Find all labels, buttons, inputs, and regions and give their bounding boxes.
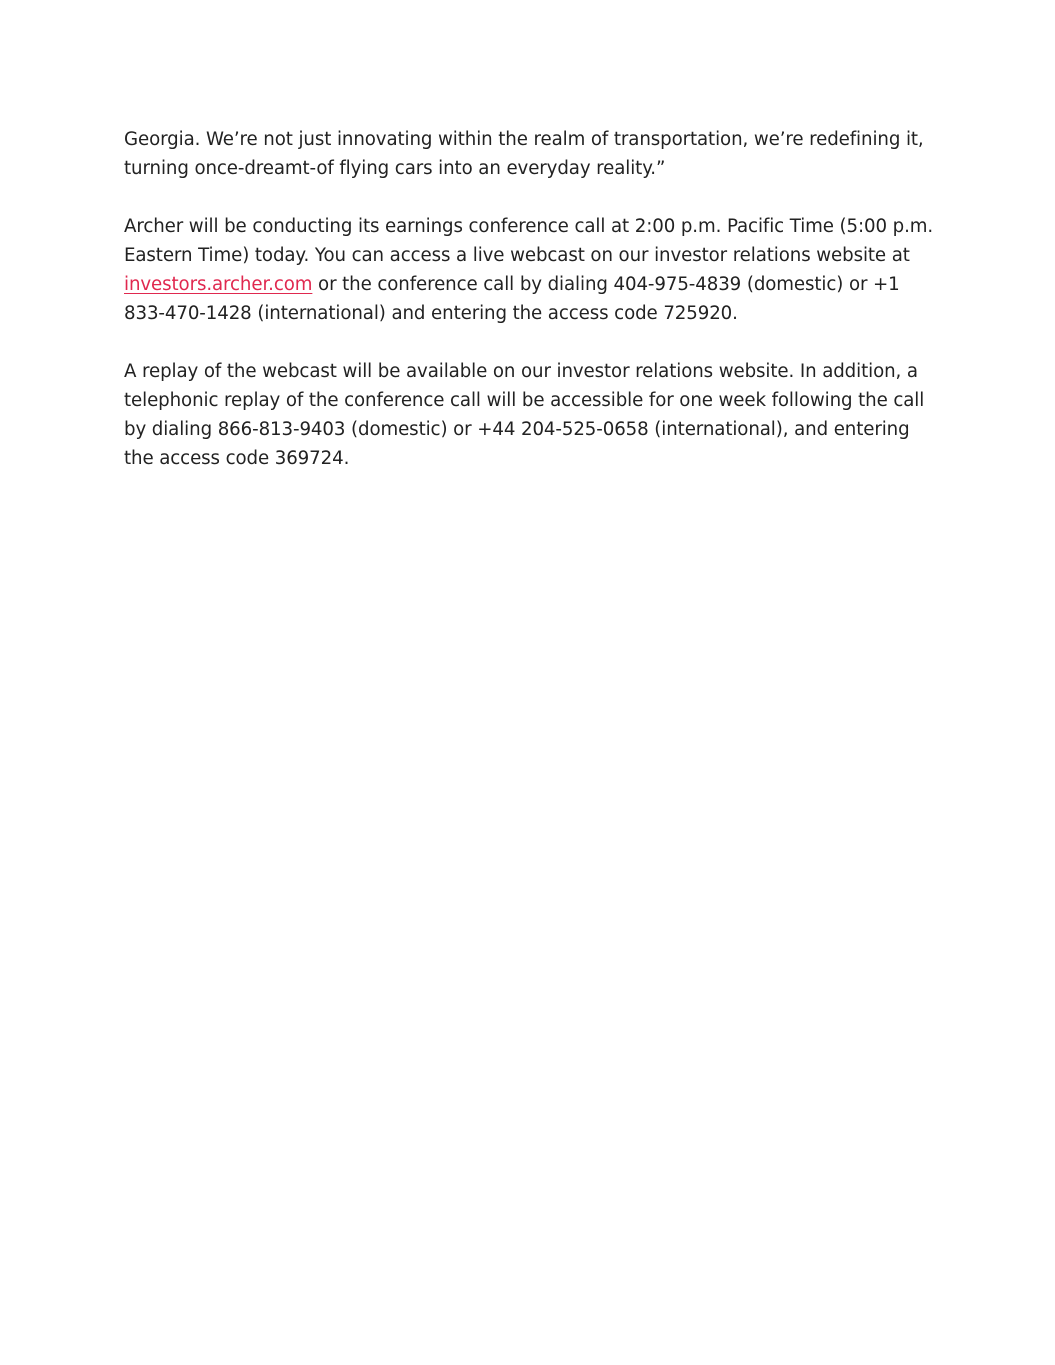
conference-call-text-before-link: Archer will be conducting its earnings conference call at 2:00 p.m. Pacific Time (5:00 p.m. Eastern Time) today. You can access a live webcast on our investor relations website at xyxy=(124,216,934,266)
quote-paragraph: Georgia. We’re not just innovating within the realm of transportation, we’re redefining it, turning once-dreamt-of flying cars into an everyday reality.” xyxy=(124,129,924,179)
replay-paragraph: A replay of the webcast will be available on our investor relations website. In addition, a telephonic replay of the conference call will be accessible for one week following the call by dialing 866-813-9403 (domestic) or +44 204-525-0658 (international), and entering the access code 369724. xyxy=(124,361,925,469)
investor-relations-link[interactable]: investors.archer.com xyxy=(124,274,313,295)
conference-call-paragraph xyxy=(124,212,936,328)
document-body xyxy=(124,125,936,502)
conference-call-text-after-link: or the conference call by dialing 404-975-4839 (domestic) or +1 833-470-1428 (international) and entering the access code 725920. xyxy=(124,274,900,324)
